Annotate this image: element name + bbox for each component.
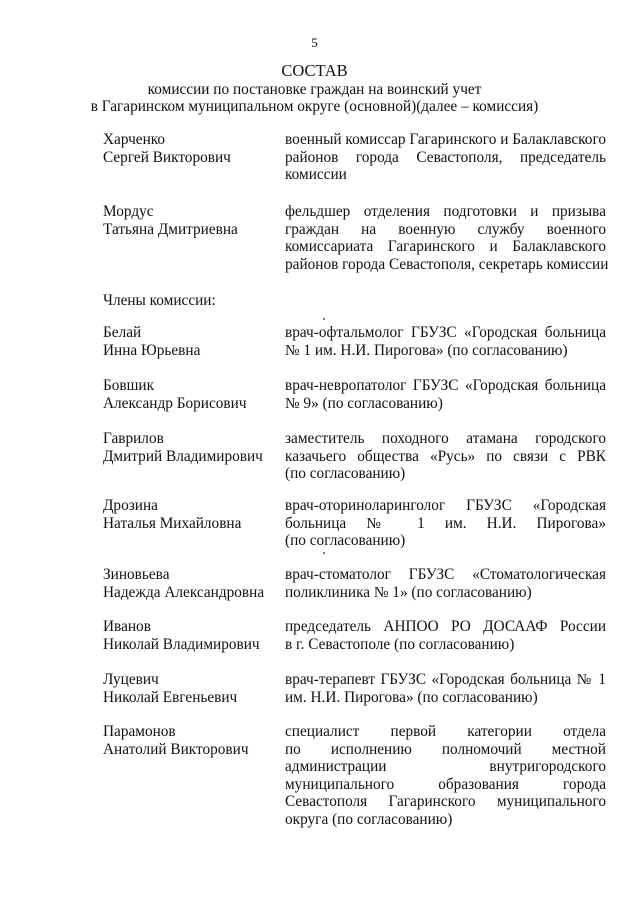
member-role	[285, 131, 606, 184]
member-role	[285, 430, 606, 483]
member-name	[103, 723, 278, 758]
member-role	[285, 671, 606, 706]
member-role-line: в г. Севастополе (по согласованию)	[285, 635, 515, 653]
member-surname: Парамонов	[103, 723, 176, 740]
member-role	[285, 566, 606, 601]
member-role-line: округа (по согласованию)	[285, 810, 453, 828]
member-surname: Харченко	[103, 131, 166, 148]
member-role-line: специалист первой категории отдела	[285, 723, 606, 740]
member-name	[103, 377, 278, 412]
member-given-names: Анатолий Викторович	[103, 740, 249, 758]
member-name	[103, 566, 278, 601]
scan-speck	[323, 552, 325, 554]
member-role	[285, 618, 606, 653]
member-role-line: граждан на военную службу военного	[285, 220, 606, 238]
member-surname: Дрозина	[103, 497, 158, 514]
member-role-line: врач-стоматолог ГБУЗС «Стоматологическая	[285, 566, 606, 583]
member-role-line: заместитель походного атамана городского	[285, 430, 606, 447]
member-role	[285, 497, 606, 550]
member-role-line: председатель АНПОО РО ДОСААФ России	[285, 618, 606, 635]
member-role	[285, 203, 609, 273]
member-given-names: Николай Евгеньевич	[103, 688, 238, 706]
scan-speck	[323, 318, 325, 320]
member-role-line: Севастополя Гагаринского муниципального	[285, 793, 606, 810]
member-role-line: (по согласованию)	[285, 465, 406, 482]
member-role-line: по исполнению полномочий местной	[285, 740, 606, 758]
member-given-names: Александр Борисович	[103, 394, 247, 412]
page-number: 5	[311, 35, 318, 50]
member-given-names: Татьяна Дмитриевна	[103, 220, 238, 238]
member-name	[103, 324, 278, 359]
member-given-names: Наталья Михайловна	[103, 514, 242, 532]
member-role	[285, 377, 606, 412]
member-role-line: № 9» (по согласованию)	[285, 394, 443, 412]
member-role-line: врач-терапевт ГБУЗС «Городская больница № 1	[285, 671, 606, 688]
member-surname: Зиновьева	[103, 566, 170, 583]
member-name	[103, 203, 278, 238]
member-role-line: врач-оториноларинголог ГБУЗС «Городская	[285, 497, 606, 514]
member-role	[285, 723, 606, 828]
member-name	[103, 671, 278, 706]
member-role-line: районов города Севастополя, председатель	[285, 148, 606, 166]
document-title: СОСТАВ	[281, 61, 348, 80]
member-name	[103, 497, 278, 532]
member-given-names: Сергей Викторович	[103, 148, 231, 166]
member-given-names: Надежда Александровна	[103, 583, 265, 601]
member-role-line: фельдшер отделения подготовки и призыва	[285, 203, 606, 220]
member-name	[103, 430, 278, 465]
member-role-line: врач-офтальмолог ГБУЗС «Городская больница	[285, 324, 606, 341]
member-role-line: военный комиссар Гагаринского и Балаклавского	[285, 131, 606, 148]
member-surname: Гаврилов	[103, 430, 164, 447]
member-role-line: комиссии	[285, 166, 347, 183]
member-name	[103, 618, 278, 653]
document-subtitle-line-1: комиссии по постановке граждан на воинский учет	[147, 81, 482, 98]
document-subtitle-line-2: в Гагаринском муниципальном округе (основной)(далее – комиссия)	[90, 98, 539, 115]
member-role-line: поликлиника № 1» (по согласованию)	[285, 583, 532, 601]
member-role-line: муниципального образования города	[285, 775, 606, 793]
member-given-names: Инна Юрьевна	[103, 341, 201, 359]
member-surname: Бовшик	[103, 377, 155, 394]
member-given-names: Дмитрий Владимирович	[103, 447, 263, 465]
member-surname: Луцевич	[103, 671, 159, 688]
member-role-line: казачьего общества «Русь» по связи с РВК	[285, 447, 606, 465]
member-role-line: (по согласованию)	[285, 532, 406, 549]
member-surname: Белай	[103, 324, 142, 341]
member-role-line: районов города Севастополя, секретарь комиссии	[285, 255, 609, 273]
member-role	[285, 324, 606, 359]
member-role-line: врач-невропатолог ГБУЗС «Городская больница	[285, 377, 606, 394]
members-heading: Члены комиссии:	[103, 292, 216, 309]
member-surname: Мордус	[103, 203, 154, 220]
member-surname: Иванов	[103, 618, 151, 635]
member-role-line: комиссариата Гагаринского и Балаклавского	[285, 238, 606, 255]
member-role-line: администрации внутригородского	[285, 758, 606, 775]
member-name	[103, 131, 278, 166]
member-given-names: Николай Владимирович	[103, 635, 260, 653]
member-role-line: им. Н.И. Пирогова» (по согласованию)	[285, 688, 538, 706]
member-role-line: № 1 им. Н.И. Пирогова» (по согласованию)	[285, 341, 568, 359]
member-role-line: больница № 1 им. Н.И. Пирогова»	[285, 514, 606, 532]
